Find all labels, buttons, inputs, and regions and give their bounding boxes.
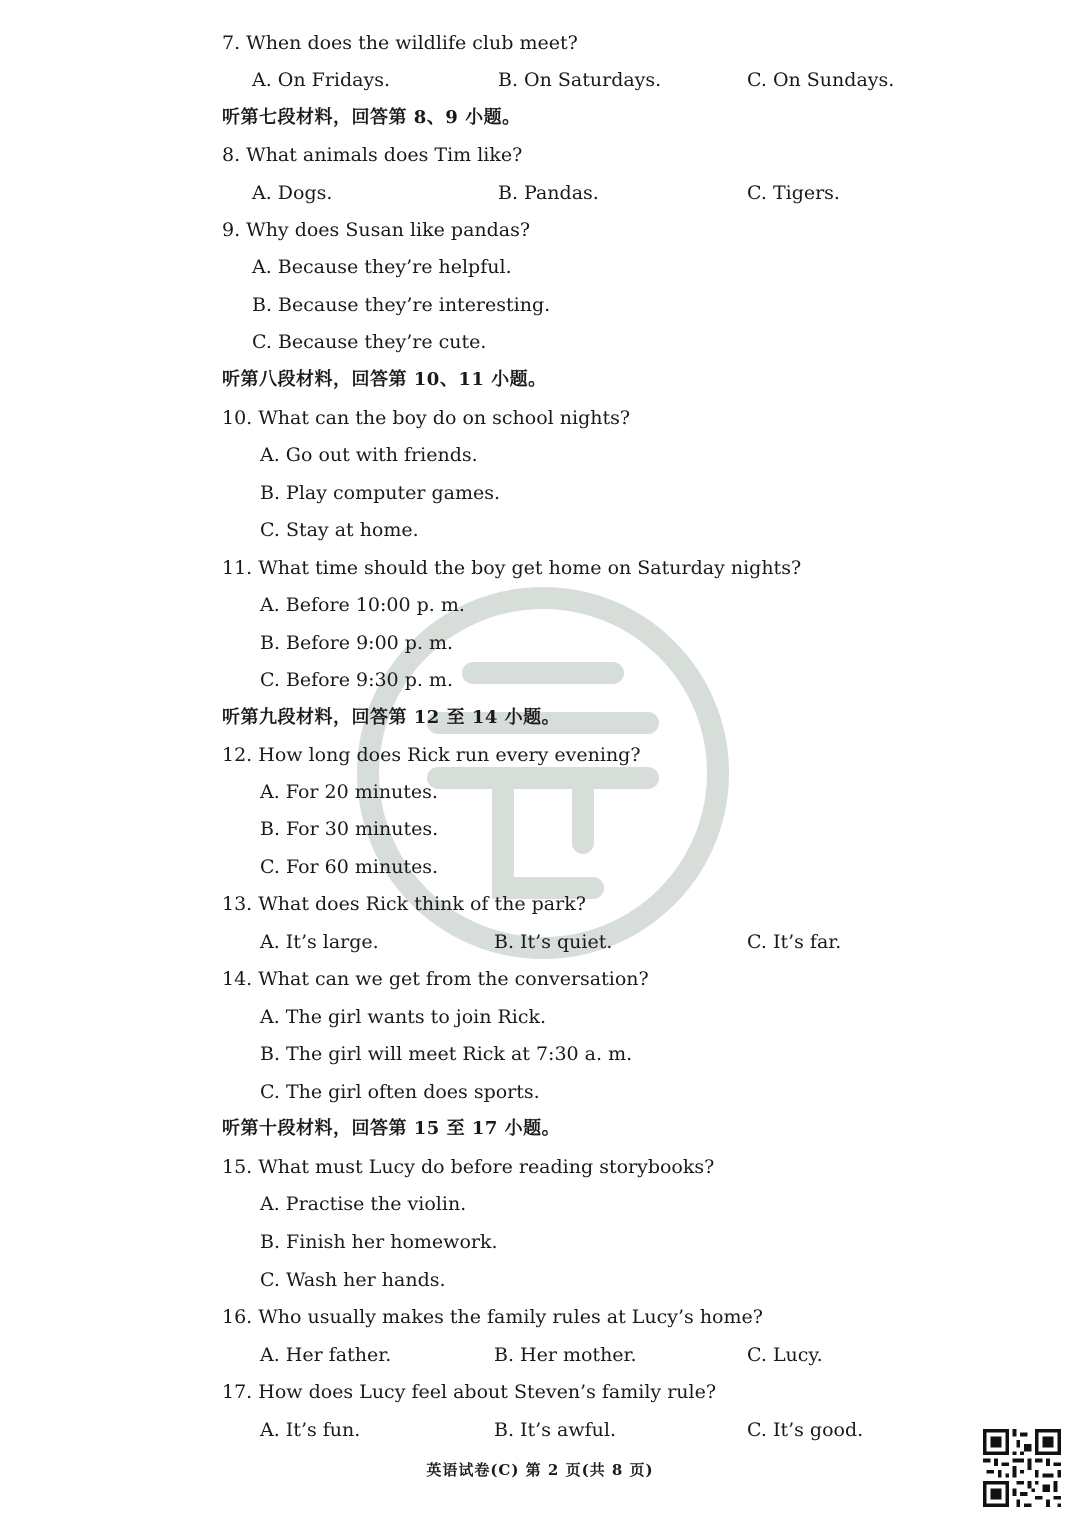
- q12-option-a: A. For 20 minutes.: [260, 781, 438, 803]
- q16-option-c: C. Lucy.: [747, 1344, 823, 1366]
- q15-option-b: B. Finish her homework.: [260, 1231, 498, 1253]
- question-9: 9. Why does Susan like pandas?: [222, 219, 531, 241]
- q10-option-b: B. Play computer games.: [260, 482, 501, 504]
- q12-option-c: C. For 60 minutes.: [260, 856, 439, 878]
- section-instruction-7: 听第七段材料，回答第 8、9 小题。: [222, 107, 521, 128]
- section-instruction-10: 听第十段材料，回答第 15 至 17 小题。: [222, 1118, 561, 1139]
- q17-option-b: B. It’s awful.: [494, 1419, 616, 1441]
- q7-option-c: C. On Sundays.: [747, 69, 895, 91]
- q14-option-b: B. The girl will meet Rick at 7:30 a. m.: [260, 1043, 633, 1065]
- page-footer: 英语试卷(C) 第 2 页(共 8 页): [426, 1461, 654, 1479]
- question-11: 11. What time should the boy get home on Saturday nights?: [222, 557, 802, 579]
- question-12: 12. How long does Rick run every evening?: [222, 744, 641, 766]
- section-instruction-9: 听第九段材料，回答第 12 至 14 小题。: [222, 707, 561, 728]
- q9-option-b: B. Because they’re interesting.: [252, 294, 551, 316]
- question-13: 13. What does Rick think of the park?: [222, 893, 586, 915]
- q8-option-c: C. Tigers.: [747, 182, 840, 204]
- section-instruction-8: 听第八段材料，回答第 10、11 小题。: [222, 369, 547, 390]
- q13-option-a: A. It’s large.: [260, 931, 379, 953]
- question-7: 7. When does the wildlife club meet?: [222, 32, 578, 54]
- q15-option-a: A. Practise the violin.: [260, 1193, 467, 1215]
- question-10: 10. What can the boy do on school nights?: [222, 407, 631, 429]
- q10-option-a: A. Go out with friends.: [260, 444, 478, 466]
- question-15: 15. What must Lucy do before reading storybooks?: [222, 1156, 715, 1178]
- q13-option-b: B. It’s quiet.: [494, 931, 613, 953]
- q9-option-a: A. Because they’re helpful.: [252, 256, 512, 278]
- q17-option-c: C. It’s good.: [747, 1419, 864, 1441]
- question-17: 17. How does Lucy feel about Steven’s family rule?: [222, 1381, 717, 1403]
- q16-option-b: B. Her mother.: [494, 1344, 637, 1366]
- q11-option-c: C. Before 9:30 p. m.: [260, 669, 453, 691]
- q11-option-a: A. Before 10:00 p. m.: [260, 594, 465, 616]
- q12-option-b: B. For 30 minutes.: [260, 818, 439, 840]
- q16-option-a: A. Her father.: [260, 1344, 392, 1366]
- q14-option-c: C. The girl often does sports.: [260, 1081, 540, 1103]
- q8-option-b: B. Pandas.: [498, 182, 599, 204]
- q7-option-a: A. On Fridays.: [252, 69, 391, 91]
- question-14: 14. What can we get from the conversation?: [222, 968, 649, 990]
- q13-option-c: C. It’s far.: [747, 931, 842, 953]
- q8-option-a: A. Dogs.: [252, 182, 333, 204]
- qr-code-icon: [983, 1429, 1061, 1507]
- question-16: 16. Who usually makes the family rules at Lucy’s home?: [222, 1306, 763, 1328]
- q7-option-b: B. On Saturdays.: [498, 69, 662, 91]
- q14-option-a: A. The girl wants to join Rick.: [260, 1006, 547, 1028]
- q10-option-c: C. Stay at home.: [260, 519, 419, 541]
- q9-option-c: C. Because they’re cute.: [252, 331, 487, 353]
- q15-option-c: C. Wash her hands.: [260, 1269, 446, 1291]
- question-8: 8. What animals does Tim like?: [222, 144, 523, 166]
- q11-option-b: B. Before 9:00 p. m.: [260, 632, 454, 654]
- q17-option-a: A. It’s fun.: [260, 1419, 361, 1441]
